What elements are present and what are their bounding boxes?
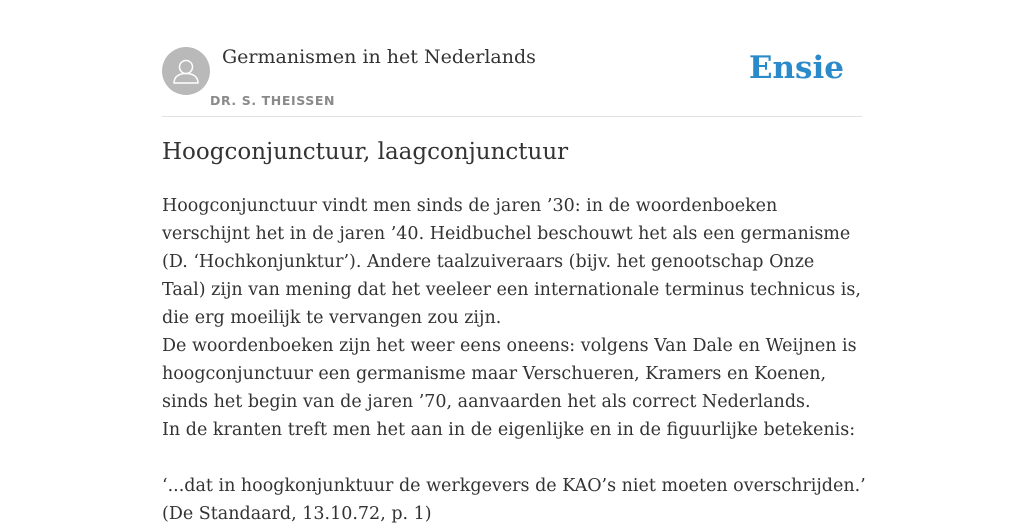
paragraph: In de kranten treft men het aan in de eigenlijke en in de figuurlijke betekenis: (162, 420, 856, 440)
brand-logo[interactable]: Ensie (748, 50, 844, 86)
paragraph: De woordenboeken zijn het weer eens oneens: volgens Van Dale en Weijnen is hoogconjunctuur een germanisme maar Verschueren, Kramers en Koenen, sinds het begin van de jaren ’70, aanvaarden het als correct Nederlands. (162, 336, 857, 412)
header (162, 46, 862, 117)
paragraph: Hoogconjunctuur vindt men sinds de jaren ’30: in de woordenboeken verschijnt het in de jaren ’40. Heidbuchel beschouwt het als een germanisme (D. ‘Hochkonjunktur’). Andere taalzuiveraars (bijv. het genootschap Onze Taal) zijn van mening dat het veeleer een internationale terminus technicus is, die erg moeilijk te vervangen zou zijn. (162, 196, 861, 328)
paragraph-spacer (162, 444, 862, 472)
article-body (162, 192, 866, 528)
book-title[interactable]: Germanismen in het Nederlands (222, 46, 536, 68)
article-title: Hoogconjunctuur, laagconjunctuur (162, 139, 569, 165)
author-name[interactable]: DR. S. THEISSEN (210, 93, 336, 108)
quote: ‘...dat in hoogkonjunktuur de werkgevers de KAO’s niet moeten overschrijden.’ (162, 476, 866, 496)
quote-source: (De Standaard, 13.10.72, p. 1) (162, 504, 432, 524)
person-silhouette-icon (162, 47, 210, 95)
user-avatar-icon[interactable] (162, 47, 210, 95)
